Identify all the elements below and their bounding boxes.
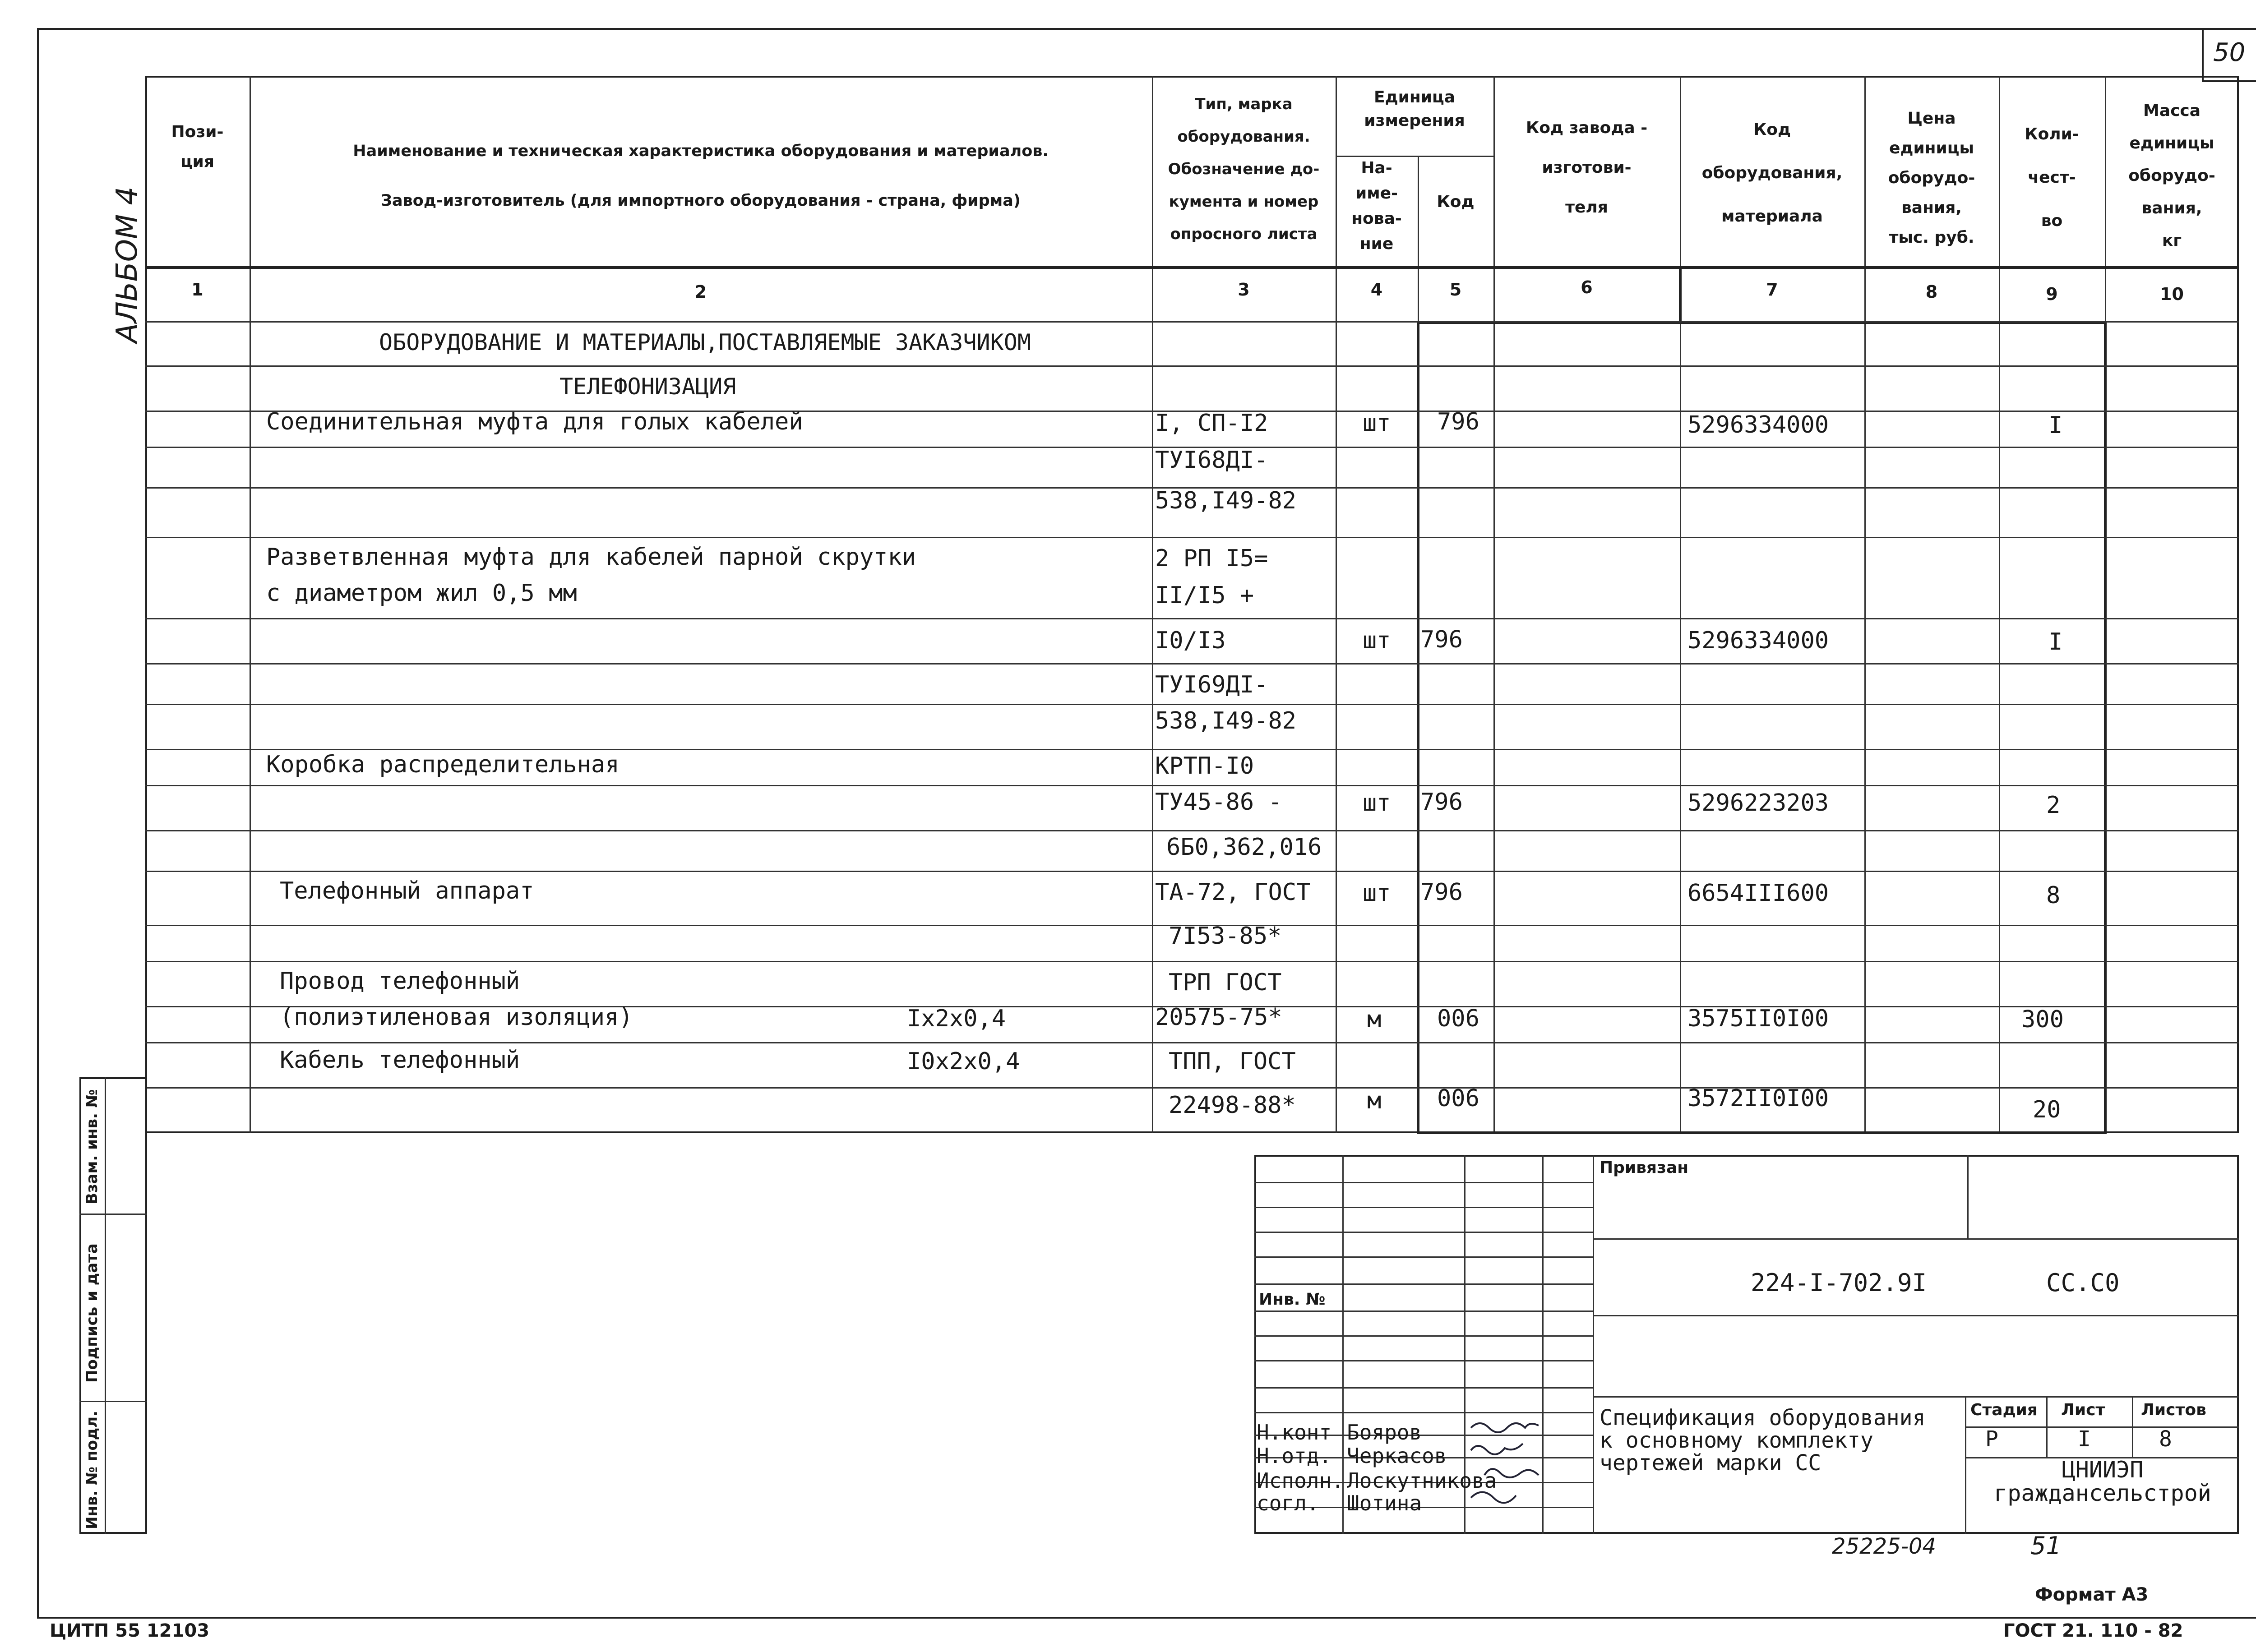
item-type: ТУI68ДI- [1155,447,1268,474]
sheet-number: 50 [2213,38,2246,67]
title-line [1254,1283,1593,1285]
item-unit: м [1367,1087,1382,1114]
item-unit: шт [1363,410,1391,437]
row-line [145,537,2239,538]
signature-4 [1471,1492,1516,1503]
footer-gost: ГОСТ 21. 110 - 82 [2003,1620,2183,1641]
bold-block-line [1417,321,1419,1133]
item-name: Коробка распределительная [266,751,619,778]
item-unit-code: 796 [1420,789,1463,816]
header-bottom-line [145,266,2239,269]
item-unit-code: 006 [1437,1085,1479,1112]
header-unit-code: Код [1437,193,1475,211]
item-size: I0х2х0,4 [907,1048,1020,1075]
item-type: 22498-88* [1169,1092,1296,1119]
side-stamp-line [105,1077,106,1534]
item-name: Телефонный аппарат [280,877,534,904]
document-mark: СС.С0 [2046,1269,2120,1297]
privyazan-label: Привязан [1600,1158,1689,1177]
column-number: 2 [694,282,707,302]
item-name: Провод телефонный [280,968,520,995]
item-unit: м [1367,1006,1382,1033]
archive-number: 25225-04 [1832,1534,1937,1559]
column-number: 7 [1766,280,1778,300]
signature-2 [1471,1444,1523,1454]
item-type: I0/I3 [1155,627,1226,654]
title-line [1254,1412,1593,1413]
header-factory-code: Код завода - изготови- теля [1526,119,1648,217]
column-number: 4 [1370,280,1383,300]
item-type: 6Б0,362,016 [1166,834,1322,861]
title-line [1965,1426,2239,1428]
item-type: ТРП ГОСТ [1169,969,1282,996]
signatures [1466,1414,1593,1509]
column-number: 3 [1238,280,1250,300]
item-equipment-code: 5296334000 [1687,627,1829,654]
item-type: 2 РП I5= [1155,545,1268,572]
sheets-value: 8 [2159,1426,2172,1452]
item-type: 7I53-85* [1169,923,1282,950]
side-stamp-line [79,1401,147,1402]
item-quantity: 20 [2033,1096,2061,1123]
item-size: Iх2х0,4 [907,1005,1006,1032]
item-name: (полиэтиленовая изоляция) [280,1004,633,1031]
col-line [250,76,251,1133]
bold-block-line [2104,321,2107,1133]
item-type: II/I5 + [1155,582,1254,609]
side-stamp-signature: Подпись и дата [83,1243,101,1383]
item-unit: шт [1363,627,1391,654]
role-label: Н.отд. [1257,1444,1332,1468]
item-unit-code: 006 [1437,1005,1479,1032]
side-stamp-line [79,1214,147,1215]
title-line [1254,1256,1593,1258]
document-title: Спецификация оборудования к основному комплекту чертежей марки СС [1600,1405,1926,1476]
sheet-value: I [2078,1426,2091,1452]
item-type: ТУ45-86 - [1155,789,1282,816]
title-line [1593,1155,1594,1534]
title-line [1965,1396,1966,1534]
album-label: АЛЬБОМ 4 [111,186,144,343]
role-label: Исполн. [1257,1468,1344,1493]
item-quantity: 2 [2046,792,2061,819]
item-quantity: 300 [2021,1006,2064,1033]
item-unit-code: 796 [1420,626,1463,653]
column-number: 6 [1581,277,1593,297]
column-number: 9 [2046,284,2058,304]
column-number: 8 [1925,282,1938,302]
title-line [1254,1335,1593,1337]
header-equipment-code: Код оборудования, материала [1701,120,1843,226]
signature-1 [1471,1423,1539,1432]
item-type: ТУI69ДI- [1155,671,1268,698]
header-unit-group: Единица измерения [1364,88,1465,130]
row-line [145,1087,2239,1089]
sheet-label: Лист [2061,1401,2105,1419]
item-unit-code: 796 [1437,408,1479,435]
item-quantity: I [2048,412,2063,439]
stage-label: Стадия [1970,1401,2038,1419]
item-unit: шт [1363,880,1391,907]
item-type: КРТП-I0 [1155,752,1254,780]
title-line [1593,1238,2239,1240]
row-line [145,961,2239,962]
item-equipment-code: 5296223203 [1687,789,1829,817]
side-stamp-inv: Инв. № подл. [83,1410,101,1529]
side-stamp-vzam: Взам. инв. № [83,1089,101,1204]
item-type: ТПП, ГОСТ [1169,1048,1296,1075]
subsection-title: ТЕЛЕФОНИЗАЦИЯ [559,374,736,400]
row-line [145,704,2239,705]
column-number: 10 [2160,284,2184,304]
item-quantity: I [2048,628,2063,655]
item-equipment-code: 3572II0I00 [1687,1085,1829,1112]
row-line [145,1042,2239,1043]
person-name: Бояров [1347,1420,1422,1444]
stage-value: Р [1985,1426,1998,1452]
item-type: I, СП-I2 [1155,410,1268,437]
column-number: 5 [1449,280,1462,300]
title-line [1254,1311,1593,1312]
footer-left-code: ЦИТП 55 12103 [50,1620,210,1641]
item-unit: шт [1363,789,1391,817]
role-label: согл. [1257,1491,1319,1515]
row-line [145,830,2239,831]
row-line [145,618,2239,619]
row-line [145,785,2239,786]
header-mass: Масса единицы оборудо- вания, кг [2128,102,2215,250]
item-type: ТА-72, ГОСТ [1155,879,1311,906]
item-type: 20575-75* [1155,1004,1282,1031]
item-name: Кабель телефонный [280,1047,520,1074]
item-equipment-code: 6654III600 [1687,880,1829,907]
bold-block-line [1417,1131,2107,1134]
person-name: Лоскутникова [1347,1468,1497,1493]
signature-3 [1484,1469,1539,1477]
item-type: 538,I49-82 [1155,707,1297,734]
header-type: Тип, марка оборудования. Обозначение до- кумента и номер опросного листа [1168,95,1320,243]
person-name: Шотина [1347,1491,1422,1515]
title-line [1593,1396,2239,1398]
person-name: Черкасов [1347,1444,1447,1468]
title-line [1254,1182,1593,1183]
format-label: Формат А3 [2035,1584,2149,1605]
title-line [1254,1387,1593,1389]
role-label: Н.конт [1257,1420,1332,1444]
row-line [145,663,2239,664]
title-line [1254,1360,1593,1361]
header-quantity: Коли- чест- во [2025,125,2079,230]
item-equipment-code: 5296334000 [1687,411,1829,438]
row-line [145,321,2239,323]
document-designation: 224-I-702.9I [1751,1269,1927,1297]
item-name: Соединительная муфта для голых кабелей [266,408,803,435]
item-name: Разветвленная муфта для кабелей парной скрутки [266,544,916,571]
header-name: Наименование и техническая характеристика оборудования и материалов. Завод-изготовитель (для импортного оборудования - страна, фирма) [353,142,1049,210]
header-unit-name: На- име- нова- ние [1351,159,1402,253]
page-number: 51 [2030,1532,2062,1560]
header-position: Пози- ция [171,123,224,171]
column-number: 1 [191,280,203,300]
row-line [145,365,2239,367]
header-price: Цена единицы оборудо- вания, тыс. руб. [1888,109,1975,247]
sheets-label: Листов [2141,1401,2206,1419]
col-line [1493,76,1495,1133]
item-unit-code: 796 [1420,879,1463,906]
row-line [145,749,2239,750]
organization: ЦНИИЭП граждансельстрой [1994,1457,2211,1506]
inv-no-label: Инв. № [1259,1290,1326,1309]
item-type: 538,I49-82 [1155,487,1297,514]
title-line [1593,1315,2239,1316]
title-line [1254,1232,1593,1233]
item-equipment-code: 3575II0I00 [1687,1005,1829,1032]
row-line [145,871,2239,872]
item-name: с диаметром жил 0,5 мм [266,580,577,607]
title-line [1254,1207,1593,1208]
section-title: ОБОРУДОВАНИЕ И МАТЕРИАЛЫ,ПОСТАВЛЯЕМЫЕ ЗАКАЗЧИКОМ [379,329,1031,355]
item-quantity: 8 [2046,882,2061,909]
title-line [1967,1155,1969,1238]
